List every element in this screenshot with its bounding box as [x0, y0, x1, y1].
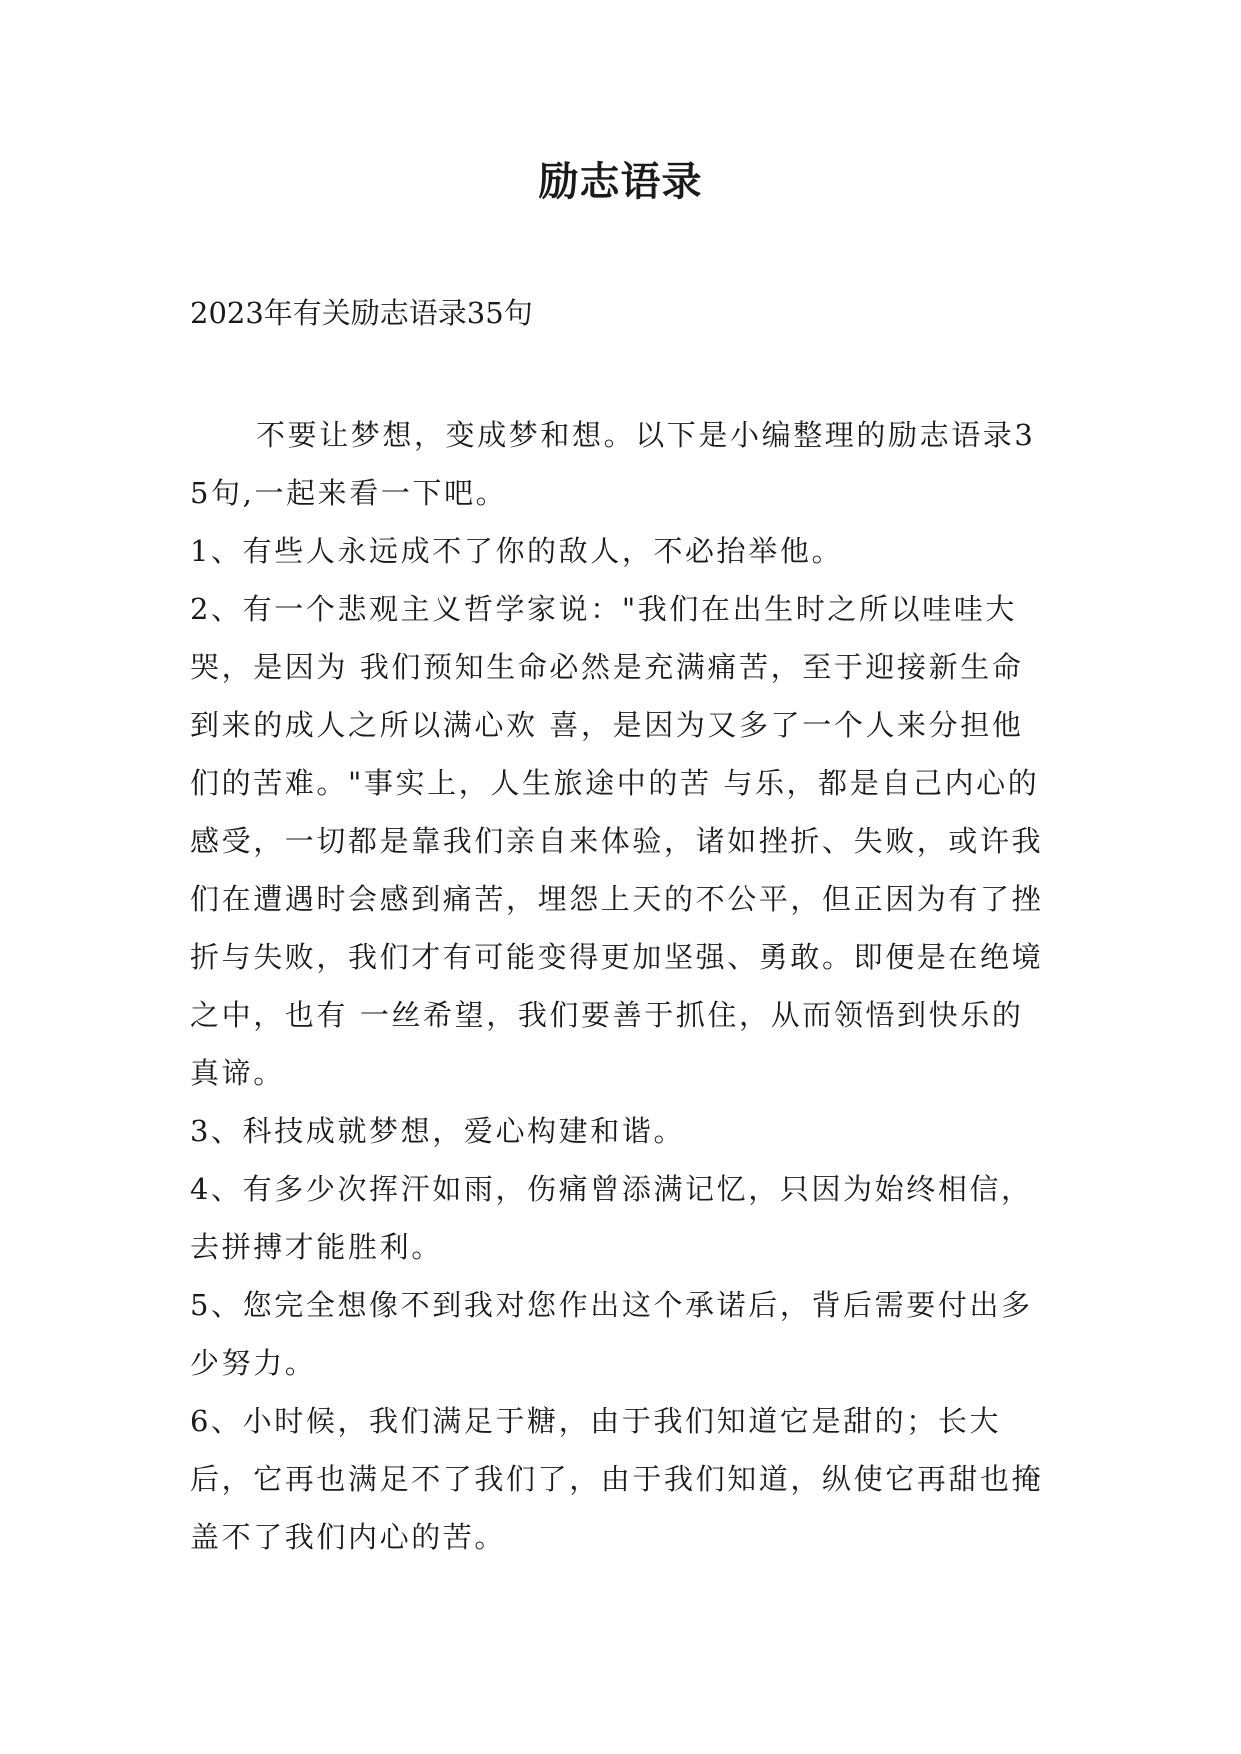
document-title: 励志语录	[538, 159, 703, 205]
document-subtitle: 2023年有关励志语录35句	[190, 296, 533, 330]
quote-item-5: 5、您完全想像不到我对您作出这个承诺后，背后需要付出多少努力。	[190, 1288, 1033, 1380]
quote-item-6: 6、小时候，我们满足于糖，由于我们知道它是甜的；长大后，它再也满足不了我们了，由于我们知道，纵使它再甜也掩盖不了我们内心的苦。	[190, 1404, 1044, 1554]
quote-item-3: 3、科技成就梦想，爱心构建和谐。	[190, 1114, 686, 1148]
intro-paragraph: 不要让梦想，变成梦和想。以下是小编整理的励志语录35句,一起来看一下吧。	[190, 418, 1036, 510]
quote-item-1: 1、有些人永远成不了你的敌人，不必抬举他。	[190, 534, 844, 568]
quote-item-4: 4、有多少次挥汗如雨，伤痛曾添满记忆，只因为始终相信，去拼搏才能胜利。	[190, 1172, 1033, 1264]
document-body	[190, 406, 1050, 1566]
quote-item-2: 2、有一个悲观主义哲学家说："我们在出生时之所以哇哇大哭，是因为 我们预知生命必然是充满痛苦，至于迎接新生命到来的成人之所以满心欢 喜，是因为又多了一个人来分担他们的苦难。"事实上，人生旅途中的苦 与乐，都是自己内心的感受，一切都是靠我们亲自来体验，诸如挫折、失败，或许我们在遭遇时会感到痛苦，埋怨上天的不公平，但正因为有了挫 折与失败，我们才有可能变得更加坚强、勇敢。即便是在绝境之中，也有 一丝希望，我们要善于抓住，从而领悟到快乐的真谛。	[190, 592, 1044, 1090]
